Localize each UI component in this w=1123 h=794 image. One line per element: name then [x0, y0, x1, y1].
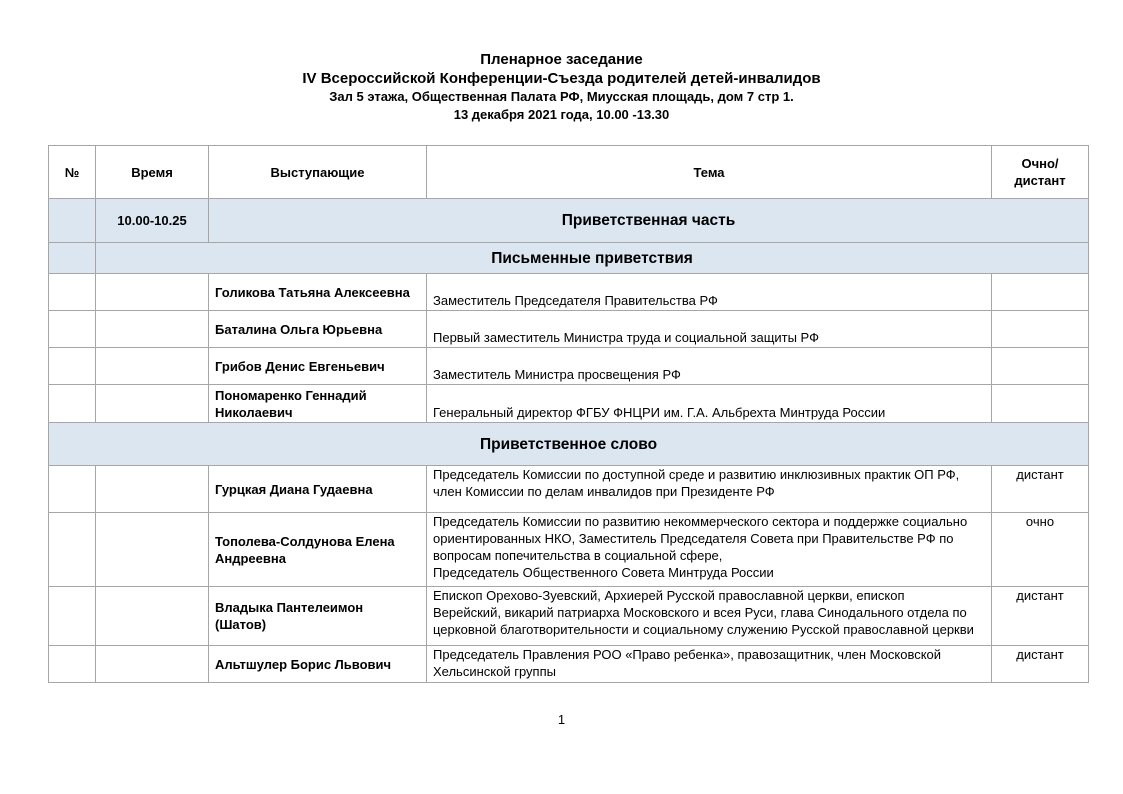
section-title-written: Письменные приветствия: [96, 243, 1089, 274]
section-title-speeches: Приветственное слово: [49, 423, 1089, 466]
table-row: [49, 348, 1089, 385]
table-cell: [96, 513, 209, 587]
document-header: [0, 50, 1123, 124]
speaker-name-line: (Шатов): [215, 617, 267, 632]
table-cell: [96, 646, 209, 683]
table-cell: [96, 348, 209, 385]
table-row: [49, 385, 1089, 423]
section-row-welcome: [49, 199, 1089, 243]
speaker-name-line: Тополева-Солдунова Елена: [215, 533, 395, 549]
table-row: [49, 587, 1089, 646]
speaker-name: [209, 587, 427, 646]
table-row: [49, 274, 1089, 311]
topic-line: Епископ Орехово-Зуевский, Архиерей Русской православной церкви, епископ: [433, 588, 905, 603]
table-row: [49, 513, 1089, 587]
speaker-topic: Первый заместитель Министра труда и социальной защиты РФ: [427, 311, 992, 348]
program-table: [48, 145, 1089, 683]
section-row-written: [49, 243, 1089, 274]
speaker-name: Баталина Ольга Юрьевна: [209, 311, 427, 348]
col-header-topic: Тема: [427, 146, 992, 199]
table-cell: [49, 385, 96, 423]
topic-line: вопросам попечительства в социальной сфере,: [433, 548, 723, 563]
table-cell: [49, 587, 96, 646]
table-cell: [49, 348, 96, 385]
speaker-topic: Заместитель Председателя Правительства РФ: [427, 274, 992, 311]
session-title: Пленарное заседание: [480, 51, 643, 68]
topic-line: ориентированных НКО, Заместитель Председателя Совета при Правительстве РФ по: [433, 531, 954, 546]
col-header-speakers: Выступающие: [209, 146, 427, 199]
speaker-topic: [427, 513, 992, 587]
section-time: 10.00-10.25: [96, 199, 209, 243]
speaker-topic: [427, 466, 992, 513]
table-cell: [96, 466, 209, 513]
table-cell: [992, 311, 1089, 348]
conference-title: IV Всероссийской Конференции-Съезда родителей детей-инвалидов: [302, 70, 821, 87]
table-row: [49, 311, 1089, 348]
table-cell: [49, 466, 96, 513]
col-header-number: №: [49, 146, 96, 199]
table-cell: [96, 385, 209, 423]
table-cell: [49, 199, 96, 243]
attendance-mode: дистант: [992, 466, 1089, 513]
table-cell: [96, 311, 209, 348]
table-cell: [992, 348, 1089, 385]
table-cell: [992, 385, 1089, 423]
page-number: 1: [557, 712, 566, 727]
section-row-speeches: [49, 423, 1089, 466]
attendance-mode: дистант: [992, 587, 1089, 646]
attendance-mode: дистант: [992, 646, 1089, 683]
table-row: [49, 466, 1089, 513]
speaker-topic: Генеральный директор ФГБУ ФНЦРИ им. Г.А. Альбрехта Минтруда России: [427, 385, 992, 423]
table-cell: [992, 274, 1089, 311]
attendance-mode: очно: [992, 513, 1089, 587]
speaker-name: [209, 513, 427, 587]
speaker-name: Гурцкая Диана Гудаевна: [209, 466, 427, 513]
speaker-name-line: Андреевна: [215, 550, 286, 566]
speaker-name-line: Владыка Пантелеимон: [215, 600, 364, 615]
col-header-time: Время: [96, 146, 209, 199]
section-title-welcome: Приветственная часть: [209, 199, 1089, 243]
table-cell: [49, 243, 96, 274]
table-cell: [49, 513, 96, 587]
speaker-name: [209, 385, 427, 423]
speaker-topic: Заместитель Министра просвещения РФ: [427, 348, 992, 385]
topic-line: Верейский, викарий патриарха Московского и всея Руси, глава Синодального отдела по: [433, 605, 967, 620]
venue: Зал 5 этажа, Общественная Палата РФ, Миусская площадь, дом 7 стр 1.: [329, 89, 794, 104]
topic-line: Председатель Общественного Совета Минтруда России: [433, 565, 774, 580]
table-row: [49, 646, 1089, 683]
col-header-mode: Очно/дистант: [992, 146, 1089, 199]
speaker-topic: [427, 587, 992, 646]
speaker-topic: [427, 646, 992, 683]
table-cell: [49, 646, 96, 683]
speaker-name-line: Пономаренко Геннадий: [215, 387, 367, 403]
table-cell: [49, 311, 96, 348]
speaker-name: Грибов Денис Евгеньевич: [209, 348, 427, 385]
date-time: 13 декабря 2021 года, 10.00 -13.30: [453, 107, 670, 122]
speaker-name: Альтшулер Борис Львович: [209, 646, 427, 683]
speaker-name: Голикова Татьяна Алексеевна: [209, 274, 427, 311]
topic-line: Хельсинской группы: [433, 664, 556, 679]
topic-line: член Комиссии по делам инвалидов при Президенте РФ: [433, 484, 775, 499]
speaker-name-line: Николаевич: [215, 404, 293, 420]
table-cell: [96, 274, 209, 311]
topic-line: Председатель Правления РОО «Право ребенка», правозащитник, член Московской: [433, 647, 942, 662]
table-cell: [49, 274, 96, 311]
topic-line: Председатель Комиссии по доступной среде и развитию инклюзивных практик ОП РФ,: [433, 467, 960, 482]
table-cell: [96, 587, 209, 646]
topic-line: церковной благотворительности и социальному служению Русской православной церкви: [433, 622, 974, 637]
topic-line: Председатель Комиссии по развитию некоммерческого сектора и поддержке социально: [433, 514, 968, 529]
table-header-row: [49, 146, 1089, 199]
